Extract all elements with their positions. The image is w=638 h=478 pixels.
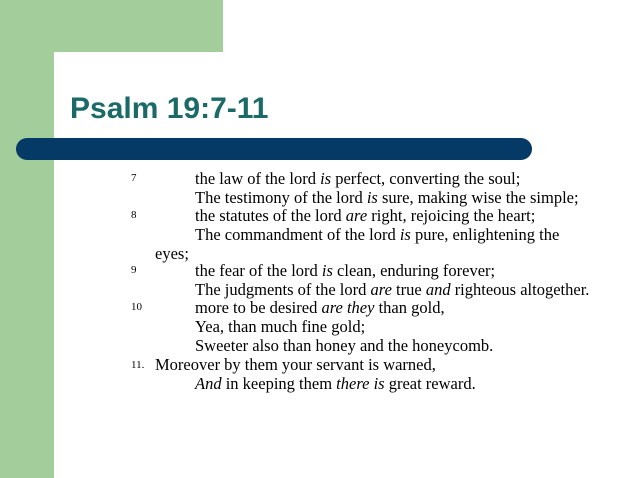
verse-7-line-1: the law of the lord is perfect, converting the soul; — [195, 169, 521, 188]
verse-11-line-1: Moreover by them your servant is warned, — [155, 355, 436, 374]
verse-number-11: 11. — [131, 359, 145, 371]
verse-11-line-2: And in keeping them there is great reward. — [195, 374, 476, 393]
title-underline-bar — [16, 138, 532, 160]
verse-8-line-3: eyes; — [155, 244, 189, 263]
green-sidebar-decoration — [0, 0, 54, 478]
page-title: Psalm 19:7-11 — [70, 92, 269, 125]
green-top-decoration — [0, 0, 223, 52]
verse-10-line-2: Yea, than much fine gold; — [195, 317, 366, 336]
verse-9-line-2: The judgments of the lord are true and righteous altogether. — [195, 280, 590, 299]
verse-7-line-2: The testimony of the lord is sure, making wise the simple; — [195, 188, 579, 207]
verse-number-8: 8 — [131, 209, 137, 221]
verse-10-line-3: Sweeter also than honey and the honeycomb. — [195, 336, 494, 355]
verse-8-line-1: the statutes of the lord are right, rejoicing the heart; — [195, 206, 536, 225]
verse-8-line-2: The commandment of the lord is pure, enlightening the — [195, 225, 560, 244]
verse-number-9: 9 — [131, 264, 137, 276]
verse-number-10: 10 — [131, 301, 142, 313]
verse-9-line-1: the fear of the lord is clean, enduring forever; — [195, 261, 496, 280]
verse-10-line-1: more to be desired are they than gold, — [195, 298, 445, 317]
verse-number-7: 7 — [131, 172, 137, 184]
